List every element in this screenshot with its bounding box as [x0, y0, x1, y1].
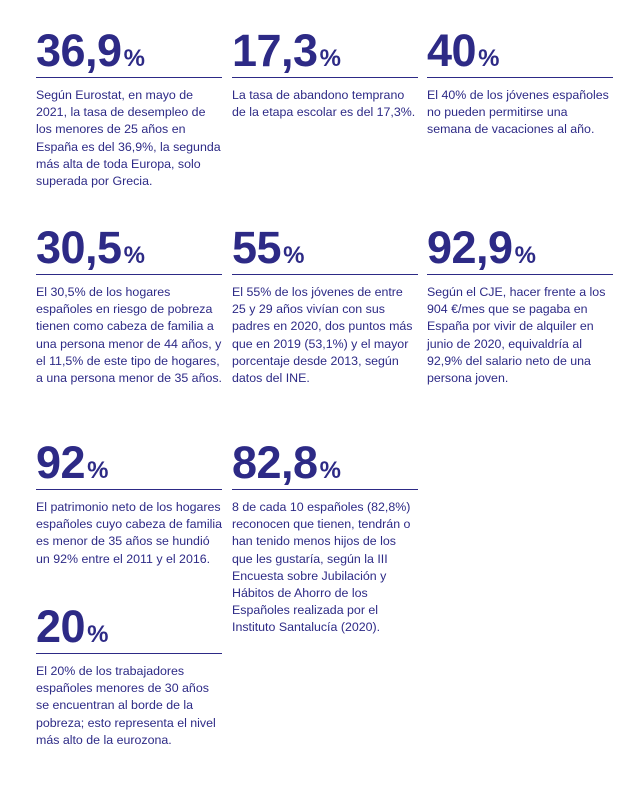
- divider: [232, 274, 418, 275]
- divider: [36, 77, 222, 78]
- stat-value: [36, 437, 222, 489]
- stat-description: Según Eurostat, en mayo de 2021, la tasa de desempleo de los menores de 25 años en España es del 36,9%, la segunda más alta de toda Europa, solo superada por Grecia.: [36, 88, 221, 189]
- stat-description: Según el CJE, hacer frente a los 904 €/mes que se pagaba en España por vivir de alquiler en junio de 2020, equivaldría al 92,9% del salario neto de una persona joven.: [427, 285, 606, 386]
- divider: [427, 274, 613, 275]
- divider: [232, 489, 418, 490]
- stat-block-natalidad: [232, 437, 418, 637]
- stat-description: La tasa de abandono temprano de la etapa escolar es del 17,3%.: [232, 88, 416, 120]
- stat-number: 30,5: [36, 222, 122, 273]
- percent-sign: %: [319, 457, 341, 484]
- stat-number: 20: [36, 601, 86, 652]
- stat-block-desempleo: [36, 25, 222, 190]
- percent-sign: %: [87, 621, 109, 648]
- stat-description: El patrimonio neto de los hogares españoles cuyo cabeza de familia es menor de 35 años se hundió un 92% entre el 2011 y el 2016.: [36, 500, 222, 566]
- divider: [427, 77, 613, 78]
- stat-number: 40: [427, 25, 477, 76]
- divider: [36, 489, 222, 490]
- stat-value: [232, 437, 418, 489]
- stat-block-vacaciones: [427, 25, 613, 139]
- stat-number: 92,9: [427, 222, 513, 273]
- stat-value: [36, 601, 222, 653]
- stat-number: 17,3: [232, 25, 318, 76]
- percent-sign: %: [283, 242, 305, 269]
- stat-description: El 55% de los jóvenes de entre 25 y 29 años vivían con sus padres en 2020, dos puntos más que en 2019 (53,1%) y el mayor porcentaje desde 2013, según datos del INE.: [232, 285, 413, 386]
- percent-sign: %: [123, 242, 145, 269]
- stat-block-pobreza-laboral: [36, 601, 222, 749]
- stat-description: El 20% de los trabajadores españoles menores de 30 años se encuentran al borde de la pobreza; esto representa el nivel más alto de la eurozona.: [36, 664, 216, 747]
- percent-sign: %: [514, 242, 536, 269]
- percent-sign: %: [319, 45, 341, 72]
- stat-block-hogares-riesgo: [36, 222, 222, 387]
- stat-block-patrimonio: [36, 437, 222, 568]
- stat-value: [427, 25, 613, 77]
- percent-sign: %: [478, 45, 500, 72]
- stat-description: El 40% de los jóvenes españoles no pueden permitirse una semana de vacaciones al año.: [427, 88, 609, 137]
- percent-sign: %: [87, 457, 109, 484]
- stat-description: 8 de cada 10 españoles (82,8%) reconocen que tienen, tendrán o han tenido menos hijos de los que les gustaría, según la III Encuesta sobre Jubilación y Hábitos de Ahorro de los Españoles realizada por el Instituto Santalucía (2020).: [232, 500, 411, 635]
- stat-number: 36,9: [36, 25, 122, 76]
- divider: [36, 653, 222, 654]
- divider: [232, 77, 418, 78]
- stat-block-abandono: [232, 25, 418, 121]
- stat-value: [36, 25, 222, 77]
- stat-number: 82,8: [232, 437, 318, 488]
- stat-block-emancipacion: [232, 222, 418, 387]
- stat-number: 55: [232, 222, 282, 273]
- stat-value: [427, 222, 613, 274]
- stat-value: [36, 222, 222, 274]
- stat-number: 92: [36, 437, 86, 488]
- divider: [36, 274, 222, 275]
- stat-value: [232, 222, 418, 274]
- stat-description: El 30,5% de los hogares españoles en riesgo de pobreza tienen como cabeza de familia a una persona menor de 44 años, y el 11,5% de este tipo de hogares, a una persona menor de 35 años.: [36, 285, 222, 386]
- stat-block-alquiler: [427, 222, 613, 387]
- stat-value: [232, 25, 418, 77]
- percent-sign: %: [123, 45, 145, 72]
